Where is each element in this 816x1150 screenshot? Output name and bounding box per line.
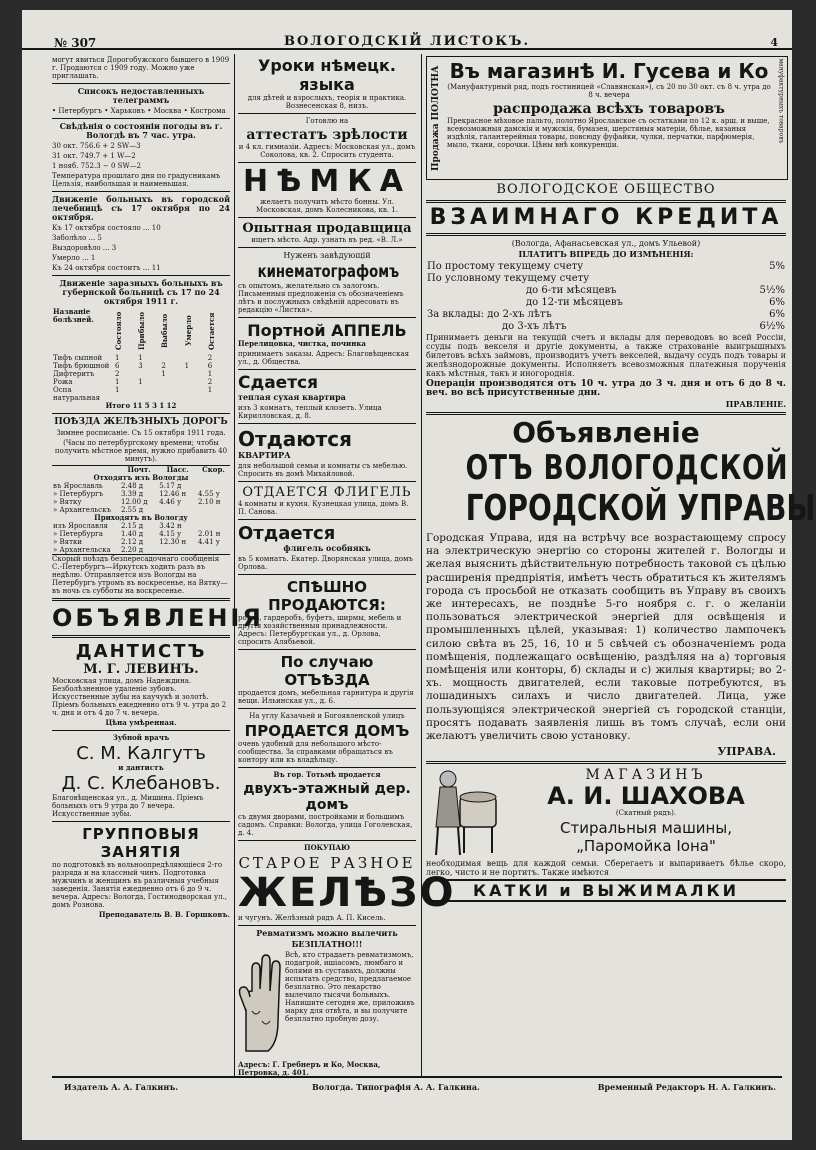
shop-item2: „Паромойка Іона" bbox=[576, 837, 716, 856]
dentist3-name: Д. С. Клебановъ. bbox=[61, 773, 221, 794]
column-left bbox=[52, 56, 264, 1074]
tailor-title: Портной АППЕЛЬ bbox=[247, 321, 407, 340]
wing1-title: ОТДАЕТСЯ ФЛИГЕЛЬ bbox=[242, 485, 412, 500]
trains-footer: Скорый поѣздъ безпересадочнаго сообщенія С.-Петербургъ—Иркутскъ ходить разъ въ недѣлю. Отправляется изъ Вологды на Петербургъ утромъ въ воскресенье, на Вятку—въ ночь съ субботы на воскресенье. bbox=[52, 555, 228, 595]
cinema-label: Нуженъ завѣдующій bbox=[283, 251, 371, 260]
newspaper-page bbox=[22, 10, 816, 1140]
disease-title: Движеніе заразныхъ больныхъ въ губернской больницѣ съ 17 по 24 октября 1911 г. bbox=[59, 278, 223, 306]
hospital-row: Къ 24 октября состоитъ ... 11 bbox=[52, 264, 161, 272]
shop-title: А. И. ШАХОВА bbox=[547, 782, 745, 811]
table-row: » Вятки 2.12 д 12.30 н 4.41 у bbox=[53, 538, 220, 546]
hand-illustration bbox=[238, 951, 282, 1061]
disease-header: Прибыло bbox=[137, 312, 147, 350]
gusev-subtitle: (Мануфактурный ряд, подъ гостиницей «Славянская»), съ 20 по 30 окт. съ 8 ч. утра до 8 ч. вечера bbox=[447, 83, 771, 99]
iron-subtitle: СТАРОЕ РАЗНОЕ bbox=[238, 854, 416, 872]
wing1-text: 4 комнаты и кухня. Кузнецкая улица, домъ В. П. Санова. bbox=[238, 500, 409, 516]
hospital-row: Выздоровѣло ... 3 bbox=[52, 244, 117, 252]
hair-subtitle: БЕЗПЛАТНО!!! bbox=[291, 939, 363, 949]
table-row: За вклады: до 2-хъ лѣтъ 6% bbox=[427, 309, 785, 320]
society-text: Принимаетъ деньги на текущій счетъ и вклады для переводовъ во всей Россіи, ссуды подъ векселя и другіе документы, а также страхованіе выигрышныхъ билетовъ всѣхъ займовъ, производитъ учетъ векселей, выдачу ссудъ подъ товары и желѣзнодорожные документы. Исполняетъ всевозможныя платежныя порученія какъ мѣстныя, такъ и иногороднія. bbox=[426, 333, 786, 378]
table-row: » Петербурга 1.40 д 4.15 у 2.01 н bbox=[53, 530, 221, 538]
duma-text: Городская Управа, идя на встрѣчу все возрастающему спросу на электрическую энергію со стороны жителей г. Вологды и желая выяснить дѣйствительную потребность таковой съ цѣлью расширенія предпріятія, имѣетъ честь обратиться къ жителямъ города съ просьбой не отказать сообщить въ Управу въ своихъ же интересахъ, не позднѣе 5-го ноября с. г. о желаніи пользоваться электрической энергіей для освѣщенія и промышленныхъ цѣлей, указывая: 1) количество лампочекъ силою свѣта въ 25, 16, 10 и 5 свѣчей съ обозначеніемъ рода помѣщенія, подлежащаго освѣщенію, раздѣляя на а) торговыя помѣщенія или конторы, б) склады и с) жилыя квартиры; во 2-хъ. мощность двигателей, если таковые потребуются, въ лошадиныхъ силахъ и число двигателей. Лица, уже пользующіяся электрической энергіей съ городской станціи, просятъ подавать заявленія лишь въ томъ случаѣ, если они желаютъ увеличить свою установку. bbox=[426, 532, 786, 743]
society-address: (Вологда, Афанасьевская ул., домъ Ульевой) bbox=[511, 239, 701, 248]
weather-title: Свѣдѣнія о состояніи погоды въ г. Вологдѣ въ 7 час. утра. bbox=[59, 121, 223, 140]
wing2-text: въ 5 комнатъ. Екатер. Дворянская улица, домъ Орлова. bbox=[238, 555, 413, 571]
gusev-text: Прекрасное мѣховое пальто, полотно Ярославское съ остатками по 12 к. арш. и выше, всевозможныя дамскія и мужскія, бумазея, шерстяныя матеріи, бѣлье, вязаныя издѣлія, галантерейныя товары, повсюду фуфайки, чулки, перчатки, парфюмерія, мыло, ткани, сорочки. Цѣны внѣ конкуренціи. bbox=[447, 117, 770, 149]
column-divider bbox=[421, 54, 422, 1076]
gusev-vertical-label: Продажа ПОЛОТНА bbox=[431, 65, 441, 171]
certificate-label: Готовлю на bbox=[305, 117, 349, 125]
table-row: Рожа 1 1 2 bbox=[53, 378, 213, 386]
dentist2-text: Благовѣщенская ул., д. Мишина. Пріемъ больныхъ отъ 9 утра до 7 вечера. Искусственные зубы. bbox=[52, 794, 204, 818]
hospital-row: Къ 17 октября состояло ... 10 bbox=[52, 224, 161, 232]
table-row: до 12-ти мѣсяцевъ 6% bbox=[526, 297, 785, 308]
house-text: очень удобный для небольшого мѣсто-сообщества. За справками обращаться въ контору или къ владѣльцу. bbox=[238, 740, 393, 764]
twostory-title: двухъ-этажный дер. домъ bbox=[243, 781, 411, 813]
table-row: Оспа натуральная 1 1 bbox=[53, 386, 213, 402]
apt1-subtitle: теплая сухая квартира bbox=[238, 392, 346, 402]
duma-sign: УПРАВА. bbox=[717, 745, 776, 759]
twostory-text: съ двумя дворами, постройками и большимъ садомъ. Справки: Вологда, улица Гоголевская, д. 4. bbox=[238, 813, 413, 837]
table-row: » Вятку 12.00 д 4.46 у 2.10 н bbox=[53, 498, 221, 506]
editor: Временный Редакторъ Н. А. Галкинъ. bbox=[597, 1082, 776, 1092]
disease-table bbox=[52, 308, 230, 402]
society-hours: Операціи производятся отъ 10 ч. утра до 3 ч. дня и отъ 6 до 8 ч. веч. во всѣ присутственные дни. bbox=[426, 379, 786, 398]
twostory-label: Въ гор. Тотьмѣ продается bbox=[273, 770, 381, 779]
printer: Вологда. Типографія А. А. Галкина. bbox=[312, 1082, 480, 1092]
house-title: ПРОДАЕТСЯ ДОМЪ bbox=[244, 722, 410, 740]
disease-header: Состояло bbox=[114, 311, 123, 351]
group-text: по подготовкѣ въ вольноопредѣляющіеся 2-го разряда и на классный чинъ. Подготовка мужчинъ и женщинъ въ различныя учебныя заведенія. Занятія ежедневно отъ 6 до 9 ч. вечера. Адресъ: Вологда, Гостинодворская ул., домъ Рознова. bbox=[52, 861, 228, 909]
society-label: ВОЛОГОДСКОЕ ОБЩЕСТВО bbox=[496, 182, 716, 197]
announcements-heading: ОБЪЯВЛЕНІЯ bbox=[52, 604, 264, 632]
shop-footer: КАТКИ и ВЫЖИМАЛКИ bbox=[426, 879, 786, 902]
cinema-title: кинематографомъ bbox=[257, 262, 400, 282]
certificate-title: аттестатъ зрѣлости bbox=[246, 127, 408, 143]
apt2-text: для небольшой семьи и комнаты съ мебелью. Спросить въ домѣ Михайловой. bbox=[238, 462, 408, 478]
duma-title2: ГОРОДСКОЙ УПРАВЫ bbox=[465, 488, 816, 529]
page-header bbox=[22, 10, 792, 50]
saleswoman-text: ищетъ мѣсто. Адр. узнать въ ред. «В. Л.» bbox=[251, 236, 403, 244]
disease-header: Выбыло bbox=[160, 313, 170, 349]
society-pay: ПЛАТИТЪ ВПРЕДЬ ДО ИЗМѢНЕНІЯ: bbox=[518, 249, 694, 259]
gusev-title: Въ магазинѣ И. Гусева и Ко bbox=[449, 59, 769, 83]
duma-title1: ОТЪ ВОЛОГОДСКОЙ bbox=[465, 448, 789, 488]
issue-number: № 307 bbox=[54, 36, 97, 50]
newspaper-title: ВОЛОГОДСКIЙ ЛИСТОКЪ. bbox=[284, 34, 530, 49]
trains-title: ПОѢЗДА ЖЕЛѢЗНЫХЪ ДОРОГЪ bbox=[54, 417, 228, 427]
urgent-text: рояль, гардеробъ, буфетъ, ширмы, мебель и другія хозяйственныя принадлежности. Адресъ: Петербургская ул., д. Орлова, спросить Алябьевой. bbox=[238, 614, 402, 646]
shop-label: МАГАЗИНЪ bbox=[585, 767, 707, 784]
table-row: до 3-хъ лѣтъ 6½% bbox=[502, 321, 785, 332]
house-label: На углу Казачьей и Богоявленской улицъ bbox=[249, 712, 405, 720]
weather-row: 1 нояб. 752.3 − 0 SW—2 bbox=[52, 162, 142, 170]
dentist-price: Цѣна умѣренная. bbox=[105, 718, 177, 727]
hair-address: Адресъ: Г. Гребнеръ и Ко, Москва, Петровка, д. 401. bbox=[238, 1060, 381, 1077]
apt1-title: Сдается bbox=[238, 373, 319, 393]
page-footer bbox=[52, 1076, 782, 1096]
column-divider bbox=[234, 54, 235, 1076]
nemka-text: желаетъ получить мѣсто бонны. Ул. Московская, домъ Колесникова, кв. 1. bbox=[256, 198, 398, 214]
lessons-text: для дѣтей и взрослыхъ, теорія и практика. Вознесенская 8, низъ. bbox=[247, 94, 407, 110]
trains-subtitle: Зимнее росписаніе. Съ 15 октября 1911 года. bbox=[56, 429, 226, 437]
shop-subtitle: (Скатный рядъ). bbox=[615, 809, 677, 818]
washing-machine-illustration bbox=[426, 767, 502, 859]
column-right bbox=[426, 56, 816, 1074]
society-title: ВЗАИМНАГО КРЕДИТА bbox=[429, 205, 783, 230]
wing2-title: Отдается bbox=[238, 523, 336, 544]
tailor-subtitle: Перелицовка, чистка, починка bbox=[238, 339, 366, 348]
apt2-subtitle: КВАРТИРА bbox=[238, 450, 291, 460]
group-sign: Преподаватель В. В. Горшковъ. bbox=[98, 910, 230, 919]
table-row: Дифтеритъ 2 1 1 bbox=[53, 370, 213, 378]
disease-header: Остается bbox=[206, 312, 216, 350]
disease-header: Названіе болѣзней. bbox=[53, 307, 94, 324]
weather-row: 30 окт. 756.6 + 2 SW—3 bbox=[52, 142, 141, 150]
page-number: 4 bbox=[770, 36, 778, 49]
dentist2-and: и дантистъ bbox=[118, 763, 164, 772]
hospital-title: Движеніе больныхъ въ городской лечебницѣ съ 17 октября по 24 октября. bbox=[52, 194, 230, 222]
apt2-title: Отдаются bbox=[238, 427, 352, 451]
apt1-text: изъ 3 комнатъ, теплый клозетъ. Улица Кирилловская, д. 8. bbox=[238, 404, 382, 420]
nemka-title: НѢМКА bbox=[243, 164, 411, 199]
table-row: изъ Ярославля 2.15 д 3.42 н bbox=[53, 522, 182, 530]
disease-header: Умерло bbox=[183, 315, 193, 347]
gusev-ad bbox=[426, 56, 788, 180]
table-row: въ Ярославль 2.48 д 5.17 д bbox=[53, 482, 182, 490]
tailor-text: принимаетъ заказы. Адресъ: Благовѣщенская ул., д. Общества. bbox=[238, 350, 410, 366]
lessons-title: Уроки нѣмецк. языка bbox=[258, 56, 396, 94]
trains-depart-label: Отходятъ изъ Вологды bbox=[93, 473, 189, 482]
dentist-name: М. Г. ЛЕВИНЪ. bbox=[83, 662, 199, 677]
iron-label: ПОКУПАЮ bbox=[303, 843, 351, 852]
hospital-row: Заболѣло ... 5 bbox=[52, 234, 102, 242]
telegrams-title: Списокъ недоставленныхъ телеграммъ bbox=[77, 86, 205, 105]
intro-text: могут явиться Дорогобужского бывшего в 1909 г. Продаются с 1909 году. Можно уже приглашать. bbox=[52, 56, 230, 80]
hair-title: Ревматизмъ можно вылечить bbox=[256, 928, 398, 938]
iron-text: и чугунъ. Желѣзный рядъ А. П. Кисель. bbox=[238, 914, 386, 922]
shop-item1: Стиральныя машины, bbox=[560, 819, 732, 838]
shop-text: необходимая вещь для каждой семьи. Сберегаетъ и выпариваетъ бѣлье скоро, легко, чисто и не портитъ. Также имѣются bbox=[426, 859, 786, 878]
dentist-text: Московская улица, домъ Надеждина. Безболѣзненное удаленіе зубовъ. Искусственные зубы на каучукѣ и золотѣ. Пріемъ больныхъ ежедневно отъ 9 ч. утра до 2 ч. дня и отъ 4 до 7 ч. вечера. bbox=[52, 677, 227, 717]
trains-table: Почт. Пасс. Скор. Отходятъ изъ Вологды въ Ярославль 2.48 д 5.17 д » Петербургъ 3.39 д 12.46 н 4.55 у » Вятку 12.00 д 4.46 у 2.10 н » Архангельскъ 2.55 д Приходятъ въ Вологду изъ Ярославля 2.15 д 3.42 н » Петербурга 1.40 д 4.15 у 2.01 н » Вятки 2.12 д 12.30 н 4.41 у » Архангельска 2.20 д bbox=[52, 465, 230, 555]
duma-label: Объявленіе bbox=[512, 416, 700, 449]
society-sign: ПРАВЛЕНІЕ. bbox=[725, 399, 786, 409]
leave-title: По случаю ОТЪѢЗДА bbox=[280, 653, 374, 689]
publisher: Издатель А. А. Галкинъ. bbox=[64, 1082, 179, 1092]
iron-title: ЖЕЛѢЗО bbox=[238, 870, 456, 916]
hair-text: Всѣ, кто страдаетъ ревматизмомъ, подагрой, ишіасомъ, люмбаго и болями въ суставахъ, должны испытать средство, предлагаемое безплатно. Это лекарство вылечило тысячи больныхъ. Напишите сегодня же, приложивъ марку для отвѣта, и вы получите безплатно пробную дозу. bbox=[285, 951, 415, 1023]
weather-note: Температура прошлаго дня по градусникамъ Цельзія, наибольшая и наименьшая. bbox=[52, 172, 221, 188]
weather-row: 31 окт. 749.7 + 1 W—2 bbox=[52, 152, 136, 160]
certificate-text: и 4 кл. гимназіи. Адресъ: Московская ул., домъ Соколова, кв. 2. Спросить студента. bbox=[238, 143, 416, 159]
group-title: ГРУППОВЫЯ ЗАНЯТІЯ bbox=[82, 825, 200, 861]
table-row: » Архангельскъ 2.55 д bbox=[53, 506, 144, 514]
table-row: По условному текущему счету bbox=[427, 273, 590, 284]
table-row: до 6-ти мѣсяцевъ 5½% bbox=[526, 285, 785, 296]
gusev-vertical-label-right: мануфактурныхъ товаровъ bbox=[777, 58, 785, 144]
table-row: Тифъ брюшной 6 3 2 1 6 bbox=[53, 362, 213, 370]
urgent-title: СПѢШНО ПРОДАЮТСЯ: bbox=[268, 578, 386, 614]
wing2-subtitle: флигель особнякъ bbox=[283, 543, 371, 553]
gusev-sale: распродажа всѣхъ товаровъ bbox=[493, 101, 725, 117]
cinema-text: съ опытомъ, желательно съ залогомъ. Письменныя предложенія съ обозначеніемъ лѣтъ и послужныхъ свѣдѣній адресовать въ редакцію «Листка». bbox=[238, 282, 404, 314]
table-row: По простому текущему счету 5% bbox=[427, 261, 785, 272]
trains-note: (Часы по петербургскому времени; чтобы получить мѣстное время, нужно прибавить 40 минутъ). bbox=[54, 439, 228, 463]
disease-total: Итого 11 5 3 1 12 bbox=[105, 401, 177, 410]
leave-text: продается домъ, мебельная гарнитура и другія вещи. Ильинская ул., д. 6. bbox=[238, 689, 414, 705]
dentist-title: ДАНТИСТЪ bbox=[75, 641, 207, 662]
saleswoman-title: Опытная продавщица bbox=[242, 221, 412, 236]
table-row: » Петербургъ 3.39 д 12.46 н 4.55 у bbox=[53, 490, 220, 498]
dentist2-name: С. М. Калгутъ bbox=[76, 743, 206, 764]
trains-arrive-label: Приходятъ въ Вологду bbox=[94, 513, 188, 522]
telegrams-list: • Петербургъ • Харьковъ • Москва • Кострома bbox=[52, 107, 226, 115]
table-row: » Архангельска 2.20 д bbox=[53, 546, 144, 554]
table-row: Тифъ сыпной 1 1 2 bbox=[53, 354, 213, 362]
dentist2-label: Зубной врачъ bbox=[112, 733, 170, 742]
rates-table bbox=[426, 261, 786, 333]
hospital-row: Умерло ... 1 bbox=[52, 254, 96, 262]
